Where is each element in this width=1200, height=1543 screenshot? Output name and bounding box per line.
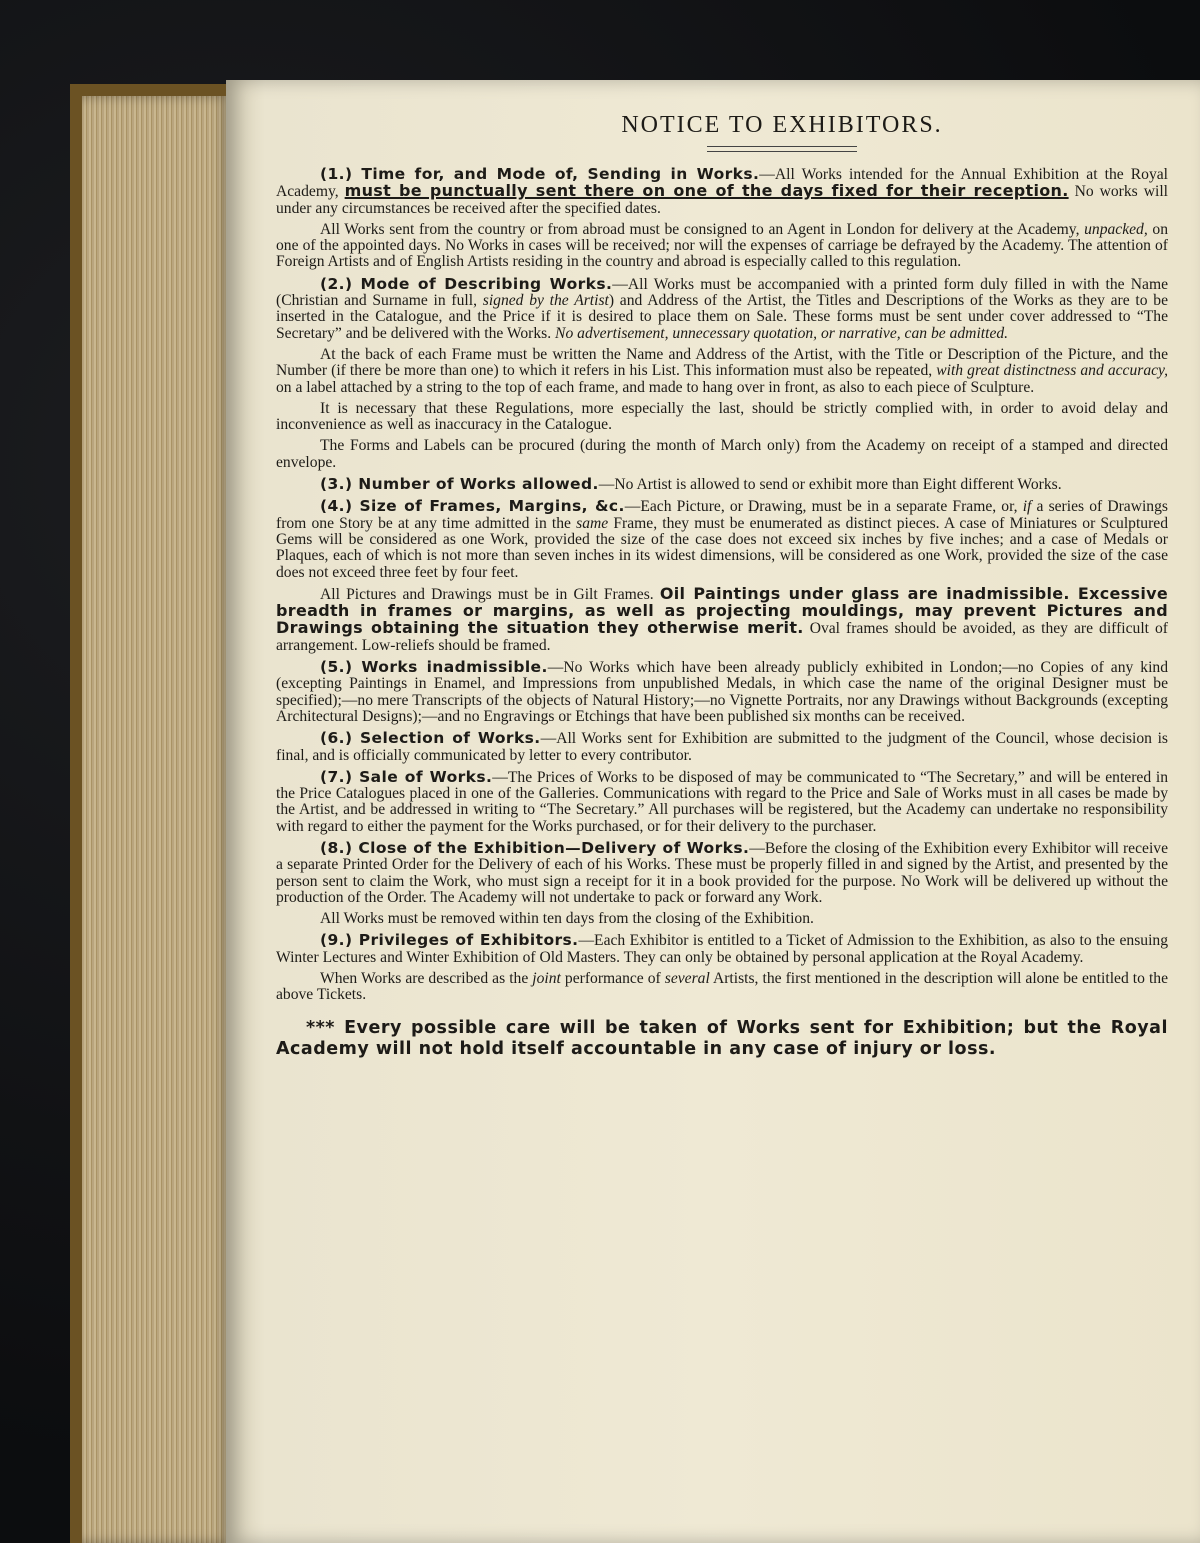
section-3: (3.) Number of Works allowed.—No Artist is allowed to send or exhibit more than Eight different Works. (320, 475, 1062, 494)
section-6: (6.) Selection of Works.—All Works sent for Exhibition are submitted to the judgment of the Council, whose decision is final, and is officially communicated by letter to every contributor. (276, 729, 1168, 764)
section-2: (2.) Mode of Describing Works.—All Works must be accompanied with a printed form duly filled in with the Name (Christian and Surname in full, signed by the Artist) and Address of the Artist, the Titles and Descriptions of the Works as they are to be inserted in the Catalogue, and the Price if it is desired to place them on Sale. These forms must be sent under cover addressed to “The Secretary” and be delivered with the Works. No advertisement, unnecessary quotation, or narrative, can be admitted. (276, 274, 1168, 342)
section-3-heading: (3.) Number of Works allowed. (320, 475, 599, 494)
section-2-heading: (2.) Mode of Describing Works. (320, 274, 613, 293)
section-5: (5.) Works inadmissible.—No Works which have been already publicly exhibited in London;—no Copies of any kind (excepting Paintings in Enamel, and Impressions from unpublished Medals, in which case the name of the original Designer must be specified);—no mere Transcripts of the objects of Natural History;—no Vignette Portraits, nor any Drawings without Backgrounds (excepting Architectural Designs);—and no Engravings or Etchings that have been published six months can be received. (276, 658, 1169, 725)
page-text (276, 104, 1168, 1065)
section-8-heading: (8.) Close of the Exhibition—Delivery of Works. (320, 838, 750, 857)
section-2-paragraph-3: It is necessary that these Regulations, more especially the last, should be strictly complied with, in order to avoid delay and inconvenience as well as inaccuracy in the Catalogue. (276, 399, 1168, 434)
page-edges (82, 96, 232, 1543)
section-1-paragraph-2: All Works sent from the country or from abroad must be consigned to an Agent in London for delivery at the Academy, unpacked, on one of the appointed days. No Works in cases will be received; nor will the expenses of carriage be defrayed by the Academy. The attention of Foreign Artists and of English Artists residing in the country and abroad is especially called to this regulation. (276, 220, 1168, 271)
section-7: (7.) Sale of Works.—The Prices of Works to be disposed of may be communicated to “The Secretary,” and will be entered in the Price Catalogues placed in one of the Galleries. Communications with regard to the Price and Sale of Works must in all cases be made by the Artist, and be addressed in writing to “The Secretary.” All purchases will be registered, but the Academy can undertake no responsibility with regard to either the payment for the Works purchased, or for their delivery to the purchaser. (276, 767, 1168, 835)
section-4-paragraph-2: All Pictures and Drawings must be in Gilt Frames. Oil Paintings under glass are inadmissible. Excessive breadth in frames or margins, as well as projecting mouldings, may prevent Pictures and Drawings obtaining the situation they otherwise merit. Oval frames should be avoided, as they are difficult of arrangement. Low-reliefs should be framed. (276, 583, 1168, 654)
section-5-heading: (5.) Works inadmissible. (320, 658, 548, 677)
section-7-heading: (7.) Sale of Works. (320, 767, 493, 786)
section-8-paragraph-2: All Works must be removed within ten days from the closing of the Exhibition. (320, 910, 814, 928)
section-9-paragraph-2: When Works are described as the joint performance of several Artists, the first mentioned in the description will alone be entitled to the above Tickets. (276, 970, 1168, 1004)
section-4-warning: Oil Paintings under glass are inadmissible. Excessive breadth in frames or margins, as well as projecting mouldings, may prevent Pictures and Drawings obtaining the situation they otherwise merit. (276, 583, 1168, 638)
section-9: (9.) Privileges of Exhibitors.—Each Exhibitor is entitled to a Ticket of Admission to the Exhibition, as also to the ensuing Winter Lectures and Winter Exhibition of Old Masters. They can only be obtained by personal application at the Royal Academy. (276, 931, 1168, 966)
page-title: NOTICE TO EXHIBITORS. (621, 112, 943, 138)
title-rule (707, 146, 857, 152)
section-1-emphasis: must be punctually sent there on one of the days fixed for their reception. (344, 181, 1069, 201)
section-2-paragraph-4: The Forms and Labels can be procured (during the month of March only) from the Academy on receipt of a stamped and directed envelope. (276, 437, 1168, 471)
section-8: (8.) Close of the Exhibition—Delivery of Works.—Before the closing of the Exhibition every Exhibitor will receive a separate Printed Order for the Delivery of each of his Works. These must be properly filled in and signed by the Artist, and presented by the person sent to claim the Work, who must sign a receipt for it in a book provided for the purpose. No Work will be delivered up without the production of the Order. The Academy will not undertake to pack or forward any Work. (276, 838, 1168, 906)
section-4: (4.) Size of Frames, Margins, &c.—Each Picture, or Drawing, must be in a separate Frame, or, if a series of Drawings from one Story be at any time admitted in the same Frame, they must be enumerated as distinct pieces. A case of Miniatures or Sculptured Gems will be considered as one Work, provided the size of the case does not exceed six inches by five inches; and a case of Medals or Plaques, each of which is not more than seven inches in its widest dimensions, will be considered as one Work, provided the size of the case does not exceed three feet by four feet. (276, 497, 1168, 581)
closing-notice: *** Every possible care will be taken of Works sent for Exhibition; but the Royal Academy will not hold itself accountable in any case of injury or loss. (276, 1017, 1168, 1059)
section-1: (1.) Time for, and Mode of, Sending in Works.—All Works intended for the Annual Exhibition at the Royal Academy, must be punctually sent there on one of the days fixed for their reception. No works will under any circumstances be received after the specified dates. (276, 165, 1168, 217)
section-2-paragraph-2: At the back of each Frame must be written the Name and Address of the Artist, with the Title or Description of the Picture, and the Number (if there be more than one) to which it refers in his List. This information must also be repeated, with great distinctness and accuracy, on a label attached by a string to the top of each frame, and made to hang over in front, as also to each piece of Sculpture. (276, 345, 1168, 396)
section-6-heading: (6.) Selection of Works. (320, 729, 541, 748)
section-1-heading: (1.) Time for, and Mode of, Sending in Works. (320, 165, 760, 183)
section-4-heading: (4.) Size of Frames, Margins, &c. (320, 497, 625, 516)
section-9-heading: (9.) Privileges of Exhibitors. (320, 931, 579, 950)
